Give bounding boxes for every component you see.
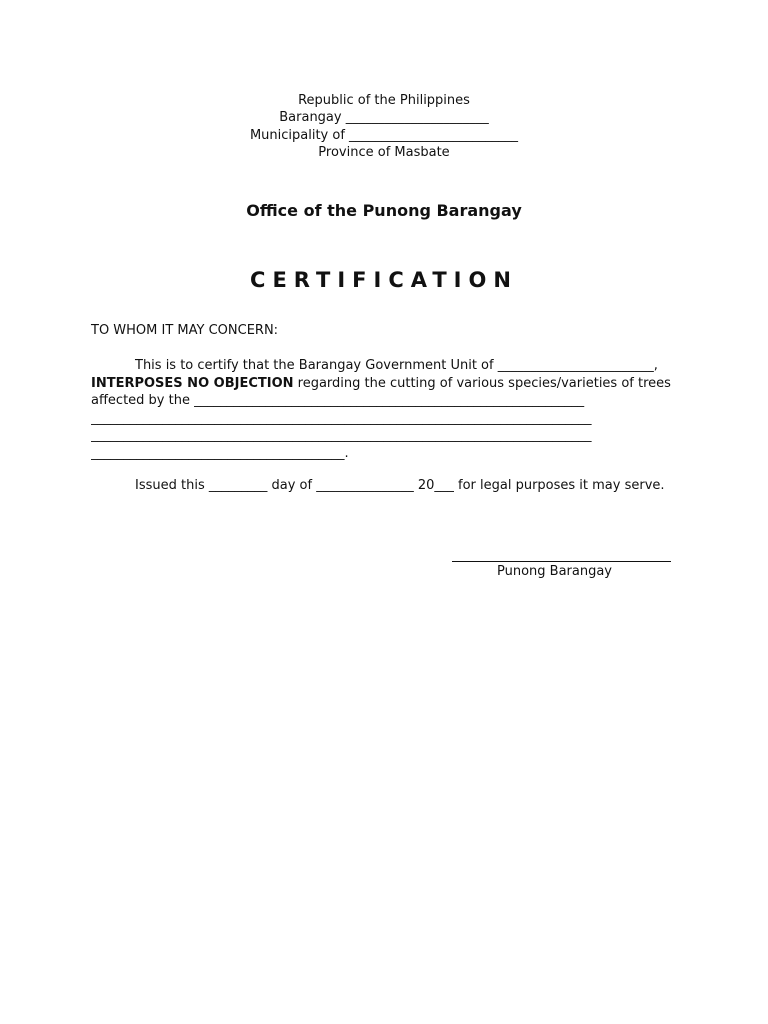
issued-line: Issued this _________ day of _______________ 20___ for legal purposes it may serve. [135, 478, 665, 493]
header-republic: Republic of the Philippines [298, 93, 470, 108]
body-line-5: _____________________________________________________________________________ [91, 428, 592, 443]
body-line-2 [91, 375, 677, 393]
no-objection-phrase: INTERPOSES NO OBJECTION [91, 375, 294, 391]
header-barangay: Barangay ______________________ [279, 110, 489, 125]
certification-title: CERTIFICATION [250, 268, 518, 292]
header-municipality: Municipality of __________________________ [249, 128, 519, 143]
body-line-4: _____________________________________________________________________________ [91, 410, 592, 426]
header-province: Province of Masbate [318, 145, 450, 160]
office-title: Office of the Punong Barangay [246, 201, 522, 220]
body-line-1: This is to certify that the Barangay Government Unit of ________________________, [135, 358, 658, 373]
certification-body [91, 357, 677, 462]
salutation: TO WHOM IT MAY CONCERN: [91, 323, 279, 338]
body-line-6: _______________________________________. [91, 445, 349, 461]
body-line-3: affected by the ____________________________________________________________ [91, 393, 585, 408]
signature-title: Punong Barangay [496, 564, 612, 579]
signature-line [452, 549, 671, 562]
body-line-2-rest: regarding the cutting of various species/varieties of trees [293, 375, 671, 391]
